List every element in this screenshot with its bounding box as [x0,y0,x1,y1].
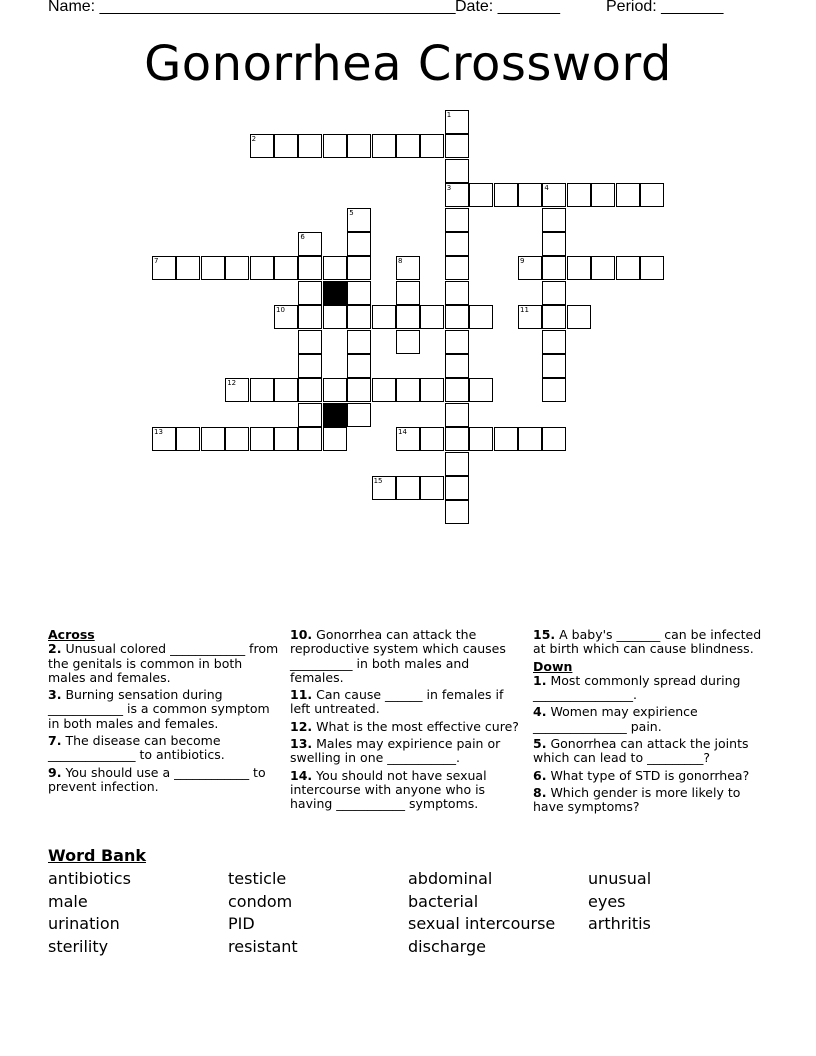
clue-number: 2 [251,135,257,144]
grid-cell[interactable] [396,134,420,158]
blocked-cell [323,403,347,427]
word-bank-item: resistant [228,937,298,957]
word-bank-item: discharge [408,937,486,957]
grid-cell[interactable] [298,281,322,305]
grid-cell[interactable] [225,427,249,451]
grid-cell[interactable] [201,427,225,451]
grid-cell[interactable] [420,476,444,500]
grid-cell[interactable] [274,256,298,280]
word-bank-title: Word Bank [48,846,147,865]
grid-cell[interactable] [372,476,396,500]
grid-cell[interactable] [372,378,396,402]
grid-cell[interactable] [152,427,176,451]
grid-cell[interactable] [445,159,469,183]
grid-cell[interactable] [640,256,664,280]
word-bank-item: urination [48,914,120,934]
clue-number: 4 [544,184,549,193]
across-clue: 7. The disease can become ______________ to antibiotics. [48,733,225,763]
grid-cell[interactable] [567,305,591,329]
across-clue: 15. A baby's _______ can be infected at birth which can cause blindness. [533,627,762,657]
clue-number: 13 [154,428,163,437]
page-title: Gonorrhea Crossword [144,36,672,92]
across-clue: 2. Unusual colored ____________ from the genitals is common in both males and females. [48,641,279,685]
clue-number: 7 [154,257,159,266]
word-bank-item: sterility [48,937,109,957]
grid-cell[interactable] [201,256,225,280]
word-bank-item: bacterial [408,891,479,911]
clue-number: 8 [398,257,403,266]
grid-cell[interactable] [347,403,371,427]
grid-cell[interactable] [445,232,469,256]
clue-number: 11 [520,306,529,315]
grid-cell[interactable] [420,427,444,451]
across-clue: 11. Can cause ______ in females if left untreated. [290,687,504,717]
grid-cell[interactable] [591,256,615,280]
grid-cell[interactable] [225,378,249,402]
grid-cell[interactable] [176,256,200,280]
across-clue: 10. Gonorrhea can attack the reproductive system which causes __________ in both males and females. [290,627,506,685]
grid-cell[interactable] [396,330,420,354]
grid-cell[interactable] [445,110,469,134]
blocked-cell [323,281,347,305]
clue-number: 10 [276,306,285,315]
clue-number: 3 [446,184,452,193]
grid-cell[interactable] [298,305,322,329]
grid-cell[interactable] [469,427,493,451]
clue-number: 12 [227,379,237,388]
grid-cell[interactable] [445,281,469,305]
grid-cell[interactable] [518,427,542,451]
grid-cell[interactable] [518,183,542,207]
grid-cell[interactable] [420,378,444,402]
grid-cell[interactable] [176,427,200,451]
name-field[interactable]: Name: ________________________________________ [48,0,456,15]
grid-cell[interactable] [445,427,469,451]
grid-cell[interactable] [542,427,566,451]
grid-cell[interactable] [274,134,298,158]
clue-number: 5 [349,208,354,217]
grid-cell[interactable] [445,305,469,329]
grid-cell[interactable] [152,256,176,280]
grid-cell[interactable] [494,427,518,451]
word-bank-item: antibiotics [48,869,131,888]
down-clue: 6. What type of STD is gonorrhea? [533,767,750,783]
grid-cell[interactable] [225,256,249,280]
grid-cell[interactable] [298,354,322,378]
grid-cell[interactable] [445,208,469,232]
grid-cell[interactable] [567,183,591,207]
grid-cell[interactable] [420,305,444,329]
grid-cell[interactable] [542,305,566,329]
grid-cell[interactable] [347,281,371,305]
grid-cell[interactable] [518,305,542,329]
grid-cell[interactable] [445,354,469,378]
down-clue: 1. Most commonly spread during ________________. [533,672,741,703]
grid-cell[interactable] [274,427,298,451]
clue-number: 9 [520,257,525,266]
grid-cell[interactable] [542,232,566,256]
clues-column-3 [533,628,773,818]
grid-cell[interactable] [445,476,469,500]
grid-cell[interactable] [274,378,298,402]
grid-cell[interactable] [445,330,469,354]
across-clue: 3. Burning sensation during ____________ is a common symptom in both males and females. [48,687,270,731]
grid-cell[interactable] [445,183,469,207]
grid-cell[interactable] [372,134,396,158]
grid-cell[interactable] [298,256,322,280]
clues-column-1 [48,628,283,797]
grid-cell[interactable] [542,208,566,232]
grid-cell[interactable] [250,256,274,280]
down-heading: Down [533,658,573,674]
grid-cell[interactable] [445,452,469,476]
grid-cell[interactable] [298,330,322,354]
word-bank-item: PID [228,914,255,934]
grid-cell[interactable] [469,305,493,329]
grid-cell[interactable] [250,378,274,402]
grid-cell[interactable] [396,427,420,451]
across-clue: 13. Males may expirience pain or swelling in one ___________. [290,736,501,766]
grid-cell[interactable] [542,378,566,402]
grid-cell[interactable] [323,427,347,451]
grid-cell[interactable] [298,134,322,158]
down-clue: 4. Women may expirience _______________ pain. [533,704,698,734]
grid-cell[interactable] [347,256,371,280]
word-bank-item: sexual intercourse [408,914,556,934]
grid-cell[interactable] [372,305,396,329]
clue-number: 15 [373,477,383,485]
period-field[interactable]: Period: _______ [606,0,724,15]
grid-cell[interactable] [347,232,371,256]
grid-cell[interactable] [298,232,322,256]
clue-number: 1 [446,111,452,119]
grid-cell[interactable] [445,134,469,158]
grid-cell[interactable] [445,378,469,402]
clue-number: 6 [300,233,305,241]
grid-cell[interactable] [396,281,420,305]
grid-cell[interactable] [542,256,566,280]
word-bank-item: testicle [228,869,287,888]
word-bank-item: male [48,891,88,911]
across-heading: Across [48,627,95,642]
grid-cell[interactable] [298,403,322,427]
grid-cell[interactable] [298,427,322,451]
grid-cell[interactable] [274,305,298,329]
grid-cell[interactable] [323,305,347,329]
grid-cell[interactable] [640,183,664,207]
grid-cell[interactable] [542,281,566,305]
word-bank-item: unusual [588,869,652,888]
grid-cell[interactable] [420,134,444,158]
grid-cell[interactable] [445,403,469,427]
grid-cell[interactable] [445,500,469,524]
across-clue: 12. What is the most effective cure? [290,718,519,734]
grid-cell[interactable] [323,256,347,280]
grid-cell[interactable] [396,378,420,402]
word-bank-item: condom [228,891,293,911]
grid-cell[interactable] [323,378,347,402]
grid-cell[interactable] [542,330,566,354]
grid-cell[interactable] [347,330,371,354]
grid-cell[interactable] [445,256,469,280]
grid-cell[interactable] [347,208,371,232]
grid-cell[interactable] [250,134,274,158]
word-bank [48,868,788,959]
grid-cell[interactable] [616,183,640,207]
grid-cell[interactable] [347,378,371,402]
grid-cell[interactable] [469,378,493,402]
grid-cell[interactable] [567,256,591,280]
grid-cell[interactable] [542,354,566,378]
grid-cell[interactable] [347,354,371,378]
grid-cell[interactable] [347,305,371,329]
grid-cell[interactable] [250,427,274,451]
clues-column-2 [290,628,522,815]
grid-cell[interactable] [396,256,420,280]
grid-cell[interactable] [323,134,347,158]
grid-cell[interactable] [494,183,518,207]
word-bank-item: abdominal [408,869,493,888]
down-clue: 8. Which gender is more likely to have symptoms? [533,784,741,815]
grid-cell[interactable] [469,183,493,207]
grid-cell[interactable] [518,256,542,280]
grid-cell[interactable] [396,476,420,500]
grid-cell[interactable] [298,378,322,402]
across-clue: 9. You should use a ____________ to prevent infection. [48,764,266,794]
word-bank-item: arthritis [588,914,651,934]
grid-cell[interactable] [542,183,566,207]
word-bank-item: eyes [588,891,626,911]
clue-number: 14 [398,428,407,437]
date-field[interactable]: Date: _______ [455,0,560,15]
grid-cell[interactable] [591,183,615,207]
grid-cell[interactable] [616,256,640,280]
grid-cell[interactable] [347,134,371,158]
down-clue: 5. Gonorrhea can attack the joints which can lead to _________? [533,736,749,766]
grid-cell[interactable] [396,305,420,329]
across-clue: 14. You should not have sexual intercourse with anyone who is having ___________ symptoms. [290,767,487,812]
